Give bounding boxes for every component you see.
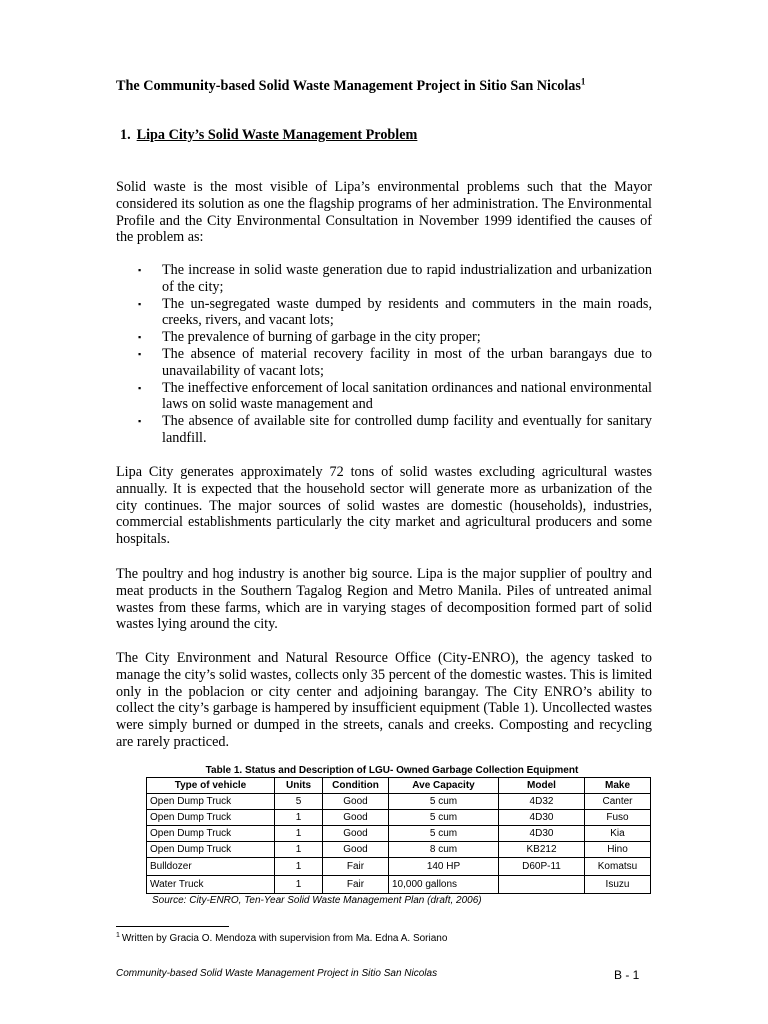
table-cell: Open Dump Truck bbox=[147, 842, 275, 858]
footnote bbox=[116, 933, 447, 944]
table-cell: Isuzu bbox=[585, 876, 651, 894]
running-footer-title: Community-based Solid Waste Management Project in Sitio San Nicolas bbox=[116, 968, 438, 979]
table-row bbox=[147, 842, 651, 858]
table-cell: 4D30 bbox=[499, 810, 585, 826]
page-number: B - 1 bbox=[614, 968, 640, 982]
paragraph-waste-generation: Lipa City generates approximately 72 tons of solid wastes excluding agricultural wastes annually. It is expected that the household sector will generate more as urbanization of the city continues. The major sources of solid wastes are domestic (households), industries, commercial establishments particularly the city market and agricultural producers and some hospitals. bbox=[116, 464, 652, 548]
table-cell: Open Dump Truck bbox=[147, 810, 275, 826]
table-cell: Fuso bbox=[585, 810, 651, 826]
paragraph-poultry-hog: The poultry and hog industry is another big source. Lipa is the major supplier of poultry and meat products in the Southern Tagalog Region and Metro Manila. Piles of untreated animal wastes from these farms, which are in varying stages of decomposition formed part of solid wastes lying around the city. bbox=[116, 566, 652, 633]
equipment-table bbox=[146, 777, 651, 894]
bullet-marker: ▪ bbox=[138, 332, 142, 343]
column-header: Ave Capacity bbox=[389, 778, 499, 794]
table-row bbox=[147, 810, 651, 826]
table-row bbox=[147, 826, 651, 842]
section-heading bbox=[120, 127, 417, 144]
table-cell: Canter bbox=[585, 794, 651, 810]
table-cell: Open Dump Truck bbox=[147, 794, 275, 810]
table-cell: Good bbox=[323, 842, 389, 858]
column-header: Units bbox=[275, 778, 323, 794]
table-cell: 1 bbox=[275, 810, 323, 826]
table-cell: 5 bbox=[275, 794, 323, 810]
list-item bbox=[116, 262, 652, 296]
paragraph-city-enro: The City Environment and Natural Resource Office (City-ENRO), the agency tasked to manage the city’s solid wastes, collects only 35 percent of the domestic wastes. This is limited only in the poblacion or city center and adjoining barangay. The City ENRO’s ability to collect the city’s garbage is hampered by insufficient equipment (Table 1). Uncollected wastes were simply burned or dumped in the streets, canals and creeks. Composting and recycling are rarely practiced. bbox=[116, 650, 652, 750]
list-item-text: The absence of material recovery facility in most of the urban barangays due to unavailability of vacant lots; bbox=[162, 345, 652, 379]
table-caption: Table 1. Status and Description of LGU- Owned Garbage Collection Equipment bbox=[205, 765, 579, 776]
table-cell: 1 bbox=[275, 876, 323, 894]
table-row bbox=[147, 876, 651, 894]
document-title bbox=[116, 78, 676, 95]
table-cell: Good bbox=[323, 810, 389, 826]
column-header: Type of vehicle bbox=[147, 778, 275, 794]
list-item-text: The un-segregated waste dumped by residents and commuters in the main roads, creeks, rivers, and vacant lots; bbox=[162, 295, 652, 329]
table-cell: Fair bbox=[323, 858, 389, 876]
table-cell: 1 bbox=[275, 858, 323, 876]
table-source-note: Source: City-ENRO, Ten-Year Solid Waste Management Plan (draft, 2006) bbox=[152, 895, 482, 906]
list-item-text: The prevalence of burning of garbage in the city proper; bbox=[162, 329, 481, 346]
causes-list bbox=[116, 262, 652, 447]
table-cell: KB212 bbox=[499, 842, 585, 858]
table-row bbox=[147, 858, 651, 876]
table-cell: D60P-11 bbox=[499, 858, 585, 876]
column-header: Condition bbox=[323, 778, 389, 794]
bullet-marker: ▪ bbox=[138, 298, 142, 309]
section-number: 1. bbox=[120, 127, 131, 143]
table-cell: Water Truck bbox=[147, 876, 275, 894]
list-item bbox=[116, 413, 652, 447]
document-title-text: The Community-based Solid Waste Management Project in Sitio San Nicolas bbox=[116, 78, 581, 94]
intro-paragraph: Solid waste is the most visible of Lipa’s environmental problems such that the Mayor considered its solution as one the flagship programs of her administration. The Environmental Profile and the City Environmental Consultation in November 1999 identified the causes of the problem as: bbox=[116, 179, 652, 246]
table-cell: Hino bbox=[585, 842, 651, 858]
bullet-marker: ▪ bbox=[138, 382, 142, 393]
bullet-marker: ▪ bbox=[138, 265, 142, 275]
table-cell: 10,000 gallons bbox=[389, 876, 499, 894]
footnote-text: Written by Gracia O. Mendoza with supervision from Ma. Edna A. Soriano bbox=[121, 933, 448, 944]
table-cell bbox=[499, 876, 585, 894]
table-cell: Komatsu bbox=[585, 858, 651, 876]
table-row bbox=[147, 794, 651, 810]
list-item bbox=[116, 329, 652, 346]
table-cell: Bulldozer bbox=[147, 858, 275, 876]
footnote-mark: 1 bbox=[116, 931, 120, 939]
list-item-text: The ineffective enforcement of local sanitation ordinances and national environmental laws on solid waste management and bbox=[162, 379, 652, 413]
list-item-text: The absence of available site for controlled dump facility and eventually for sanitary landfill. bbox=[162, 413, 652, 446]
table-cell: 1 bbox=[275, 842, 323, 858]
table-cell: 5 cum bbox=[389, 826, 499, 842]
table-cell: 4D30 bbox=[499, 826, 585, 842]
bullet-marker: ▪ bbox=[138, 348, 142, 359]
list-item bbox=[116, 296, 652, 330]
column-header: Model bbox=[499, 778, 585, 794]
list-item bbox=[116, 380, 652, 414]
table-cell: 140 HP bbox=[389, 858, 499, 876]
table-cell: 5 cum bbox=[389, 794, 499, 810]
table-cell: 5 cum bbox=[389, 810, 499, 826]
title-footnote-mark: 1 bbox=[580, 76, 586, 87]
list-item-text: The increase in solid waste generation due to rapid industrialization and urbanization of the city; bbox=[162, 262, 652, 295]
table-cell: Good bbox=[323, 826, 389, 842]
footnote-divider bbox=[116, 926, 229, 927]
table-cell: Good bbox=[323, 794, 389, 810]
table-cell: 8 cum bbox=[389, 842, 499, 858]
list-item bbox=[116, 346, 652, 380]
column-header: Make bbox=[585, 778, 651, 794]
table-header-row bbox=[147, 778, 651, 794]
table-cell: Fair bbox=[323, 876, 389, 894]
bullet-marker: ▪ bbox=[138, 416, 142, 427]
table-cell: 1 bbox=[275, 826, 323, 842]
section-title: Lipa City’s Solid Waste Management Problem bbox=[136, 127, 418, 143]
table-cell: 4D32 bbox=[499, 794, 585, 810]
table-cell: Open Dump Truck bbox=[147, 826, 275, 842]
table-cell: Kia bbox=[585, 826, 651, 842]
